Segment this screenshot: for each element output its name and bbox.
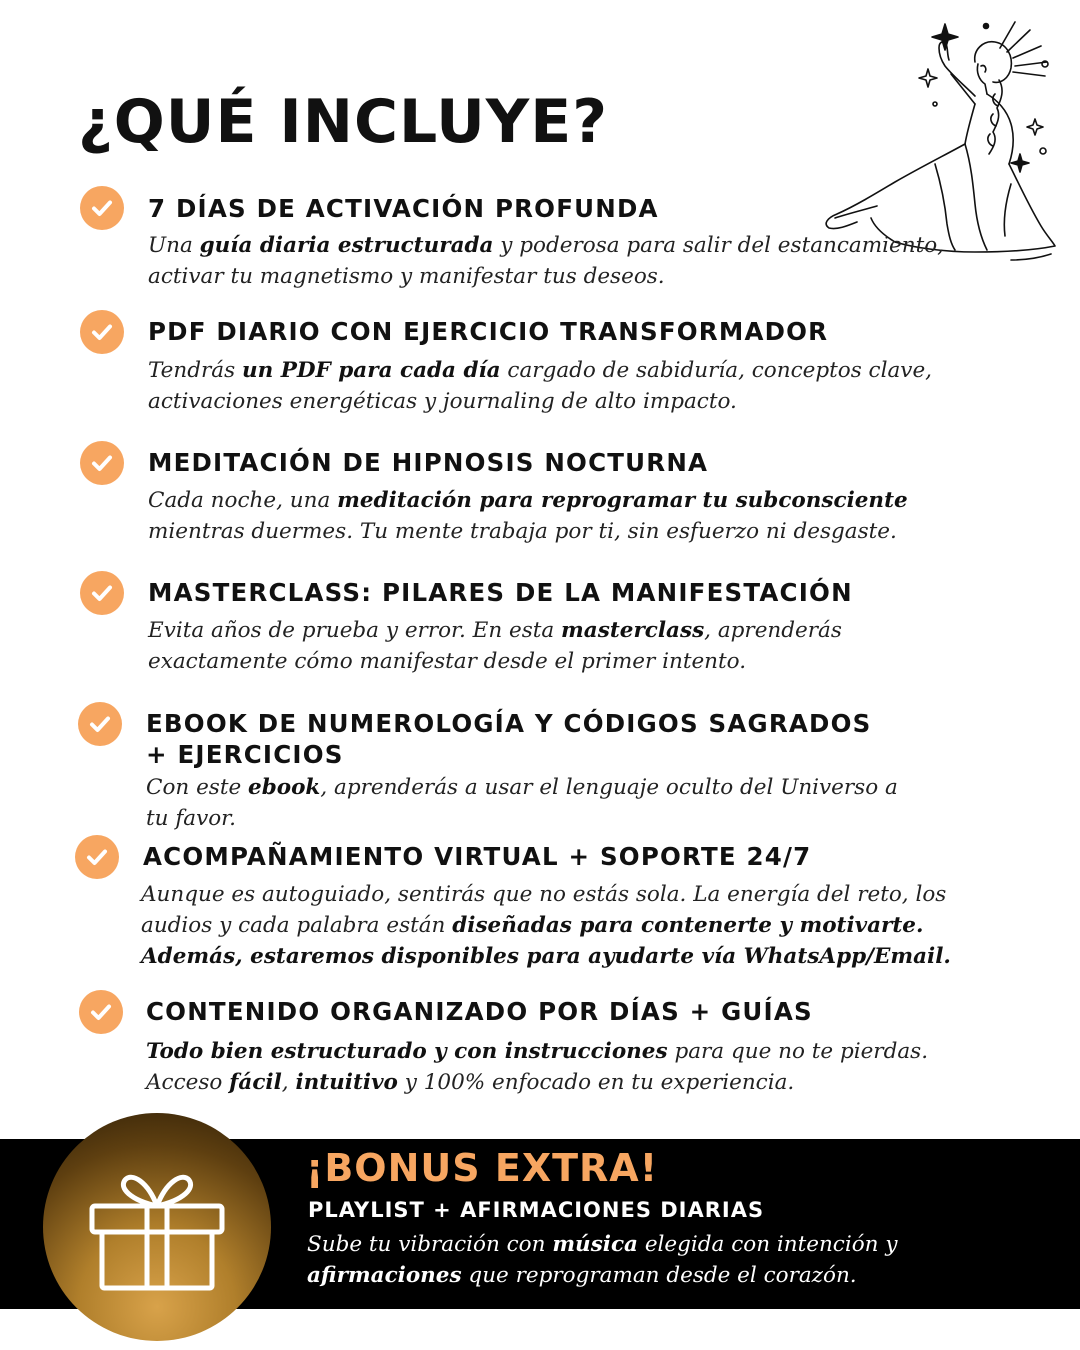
gift-icon bbox=[82, 1162, 232, 1292]
item-title: MASTERCLASS: PILARES DE LA MANIFESTACIÓN bbox=[148, 578, 853, 607]
bonus-gift-badge bbox=[43, 1113, 271, 1341]
item-title: ACOMPAÑAMIENTO VIRTUAL + SOPORTE 24/7 bbox=[143, 842, 812, 871]
bonus-description: Sube tu vibración con música elegida con intención y afirmaciones que reprograman desde el corazón. bbox=[307, 1232, 898, 1288]
item-title: PDF DIARIO CON EJERCICIO TRANSFORMADOR bbox=[148, 317, 829, 346]
check-icon bbox=[80, 571, 124, 615]
item-description: Una guía diaria estructurada y poderosa para salir del estancamiento, activar tu magnetismo y manifestar tus deseos. bbox=[148, 233, 944, 289]
item-title: 7 DÍAS DE ACTIVACIÓN PROFUNDA bbox=[148, 194, 659, 223]
item-description: Con este ebook, aprenderás a usar el lenguaje oculto del Universo a tu favor. bbox=[146, 775, 898, 831]
check-icon bbox=[80, 441, 124, 485]
check-icon bbox=[79, 990, 123, 1034]
item-description: Tendrás un PDF para cada día cargado de sabiduría, conceptos clave, activaciones energéticas y journaling de alto impacto. bbox=[148, 358, 933, 414]
item-description: Todo bien estructurado y con instrucciones para que no te pierdas. Acceso fácil, intuitivo y 100% enfocado en tu experiencia. bbox=[146, 1039, 929, 1095]
check-icon bbox=[80, 186, 124, 230]
item-title: MEDITACIÓN DE HIPNOSIS NOCTURNA bbox=[148, 448, 709, 477]
item-title: CONTENIDO ORGANIZADO POR DÍAS + GUÍAS bbox=[146, 997, 813, 1026]
check-icon bbox=[78, 702, 122, 746]
check-icon bbox=[80, 310, 124, 354]
item-title: EBOOK DE NUMEROLOGÍA Y CÓDIGOS SAGRADOS + EJERCICIOS bbox=[146, 709, 872, 769]
item-description: Cada noche, una meditación para reprogramar tu subconsciente mientras duermes. Tu mente trabaja por ti, sin esfuerzo ni desgaste. bbox=[148, 488, 908, 544]
page-title: ¿QUÉ INCLUYE? bbox=[78, 87, 609, 157]
bonus-title: ¡BONUS EXTRA! bbox=[306, 1146, 659, 1190]
item-description: Evita años de prueba y error. En esta masterclass, aprenderás exactamente cómo manifestar desde el primer intento. bbox=[148, 618, 842, 674]
check-icon bbox=[75, 835, 119, 879]
bonus-subtitle: PLAYLIST + AFIRMACIONES DIARIAS bbox=[308, 1198, 765, 1222]
item-description: Aunque es autoguiado, sentirás que no estás sola. La energía del reto, los audios y cada palabra están diseñadas para contenerte y motivarte. Además, estaremos disponibles para ayudarte vía WhatsApp/Email. bbox=[141, 882, 951, 969]
woman-with-stars-illustration bbox=[815, 14, 1065, 264]
